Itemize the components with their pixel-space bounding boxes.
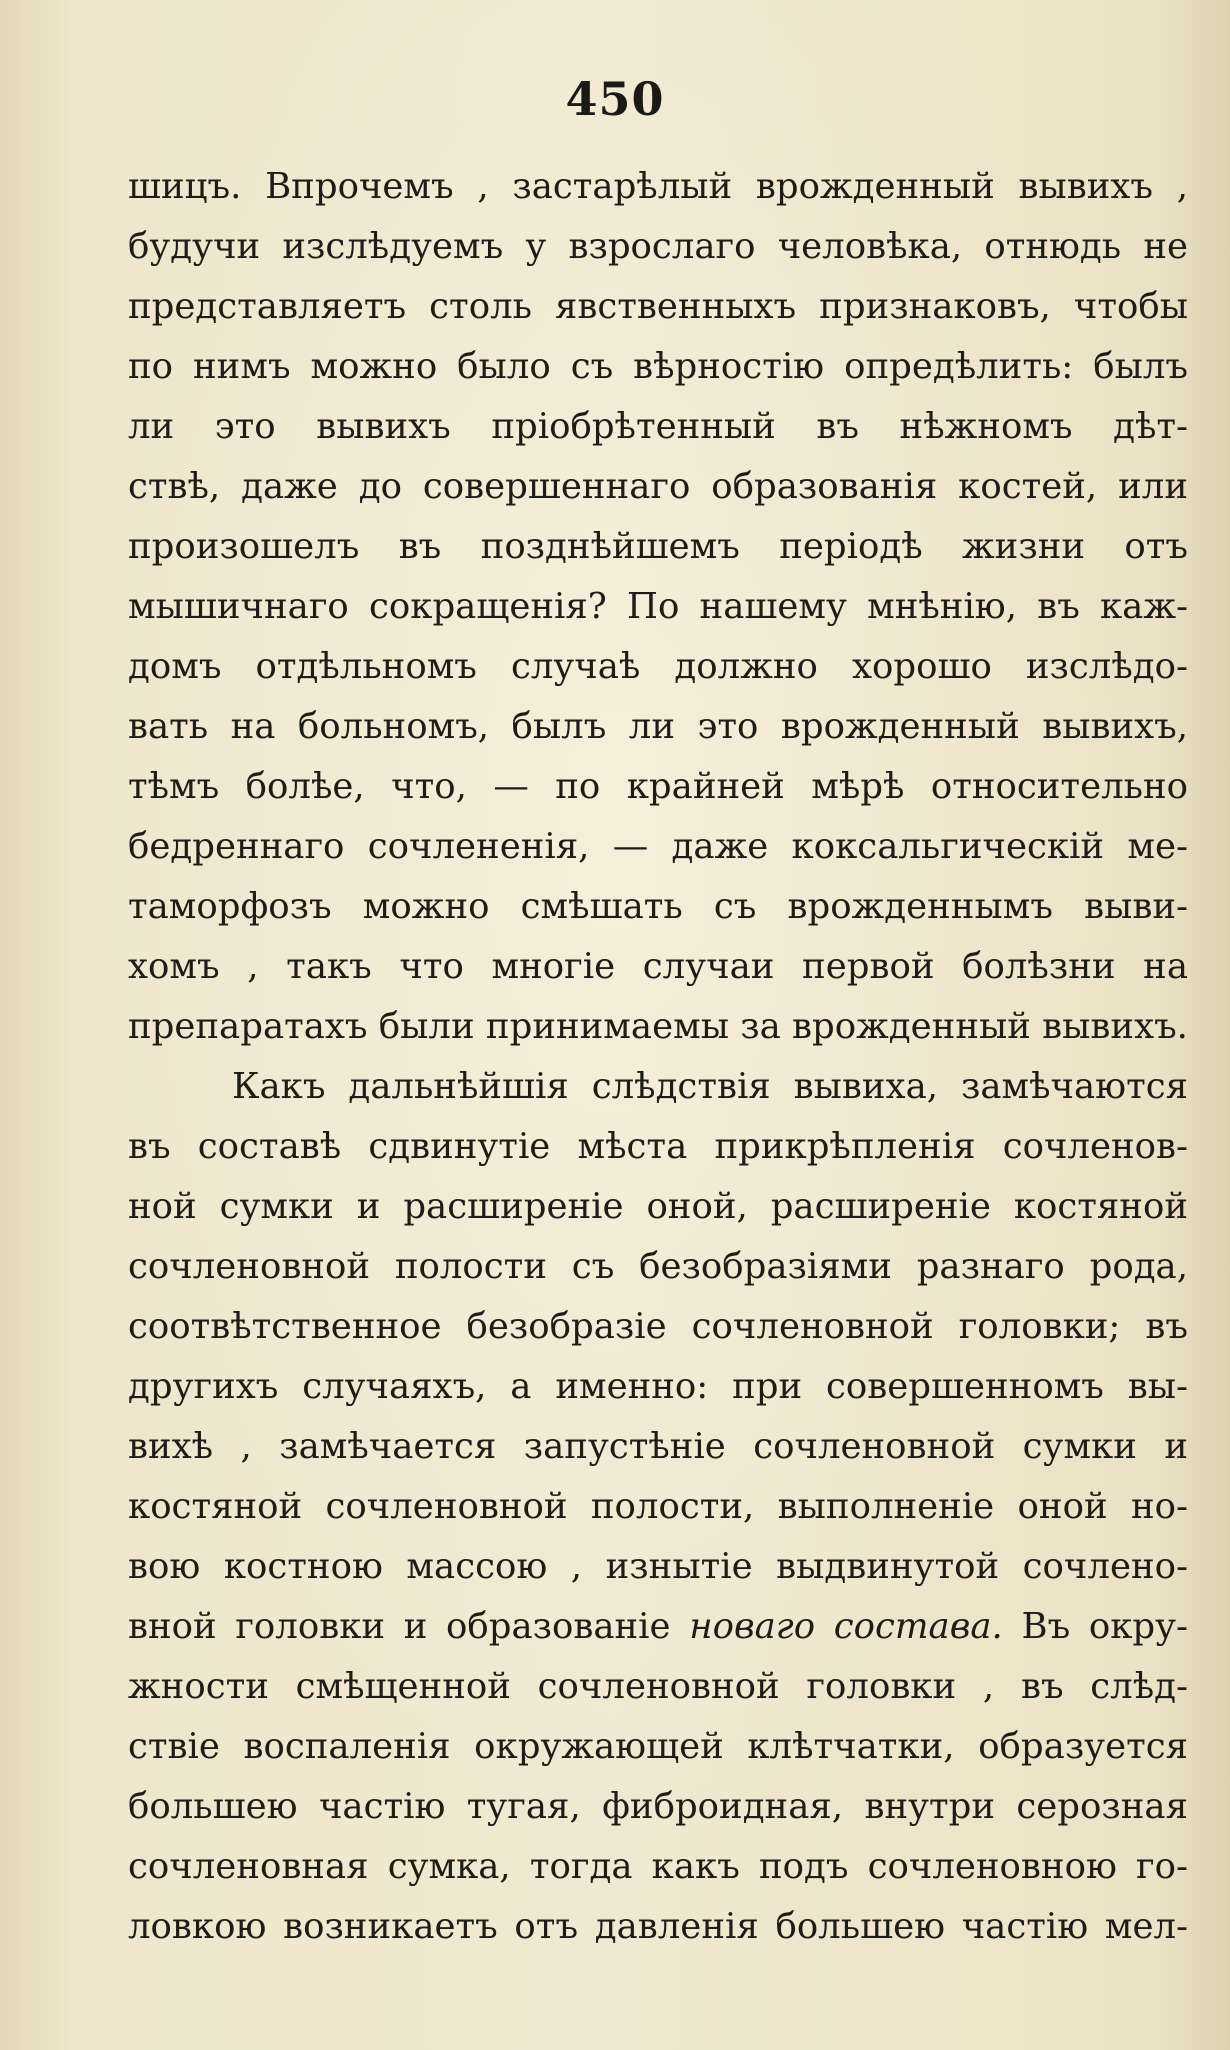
paragraph-first-line: Какъ дальнѣйшія слѣдствія вывиха, замѣчаются: [232, 1066, 1188, 1107]
text-line: мышичнаго сокращенія? По нашему мнѣнію, въ каж-: [128, 586, 1188, 627]
text-line: другихъ случаяхъ, а именно: при совершенномъ вы-: [128, 1366, 1188, 1407]
text-line: хомъ , такъ что многіе случаи первой болѣзни на: [128, 946, 1188, 987]
italic-term: новаго состава.: [689, 1606, 1003, 1647]
text-line: вою костною массою , изнытіе выдвинутой сочлено-: [128, 1546, 1188, 1587]
text-line: жности смѣщенной сочленовной головки , въ слѣд-: [128, 1666, 1188, 1707]
text-line: по нимъ можно было съ вѣрностію опредѣлить: былъ: [128, 346, 1188, 387]
text-segment: Въ окру-: [1021, 1606, 1188, 1647]
body-text: [128, 157, 1188, 1957]
text-line: сочленовная сумка, тогда какъ подъ сочленовною го-: [128, 1846, 1188, 1887]
text-line: таморфозъ можно смѣшать съ врожденнымъ выви-: [128, 886, 1188, 927]
text-segment: вной головки и образованіе: [128, 1606, 671, 1647]
text-line-with-italic: [128, 1597, 1188, 1657]
page-number: 450: [565, 72, 665, 126]
text-line: домъ отдѣльномъ случаѣ должно хорошо изслѣдо-: [128, 646, 1188, 687]
text-line: сочленовной полости съ безобразіями разнаго рода,: [128, 1246, 1188, 1287]
text-line: будучи изслѣдуемъ у взрослаго человѣка, отнюдь не: [128, 226, 1188, 267]
text-line: костяной сочленовной полости, выполненіе оной но-: [128, 1486, 1188, 1527]
text-line: ли это вывихъ пріобрѣтенный въ нѣжномъ дѣт-: [128, 406, 1188, 447]
text-line: вать на больномъ, былъ ли это врожденный вывихъ,: [128, 706, 1188, 747]
text-line: вихѣ , замѣчается запустѣніе сочленовной сумки и: [128, 1426, 1188, 1467]
text-line: ствіе воспаленія окружающей клѣтчатки, образуется: [128, 1726, 1188, 1767]
text-line: представляетъ столь явственныхъ признаковъ, чтобы: [128, 286, 1188, 327]
text-line: препаратахъ были принимаемы за врожденный вывихъ.: [128, 1006, 1188, 1047]
text-line: большею частію тугая, фиброидная, внутри серозная: [128, 1786, 1188, 1827]
text-line: ловкою возникаетъ отъ давленія большею частію мел-: [128, 1906, 1188, 1947]
text-line: въ составѣ сдвинутіе мѣста прикрѣпленія сочленов-: [128, 1126, 1188, 1167]
text-line: бедреннаго сочлененія, — даже коксальгическій ме-: [128, 826, 1188, 867]
text-line: ной сумки и расширеніе оной, расширеніе костяной: [128, 1186, 1188, 1227]
text-line: ствѣ, даже до совершеннаго образованія костей, или: [128, 466, 1188, 507]
text-line: произошелъ въ позднѣйшемъ періодѣ жизни отъ: [128, 526, 1188, 567]
text-line: шицъ. Впрочемъ , застарѣлый врожденный вывихъ ,: [128, 166, 1188, 207]
text-line: соотвѣтственное безобразіе сочленовной головки; въ: [128, 1306, 1188, 1347]
text-line: тѣмъ болѣе, что, — по крайней мѣрѣ относительно: [128, 766, 1188, 807]
